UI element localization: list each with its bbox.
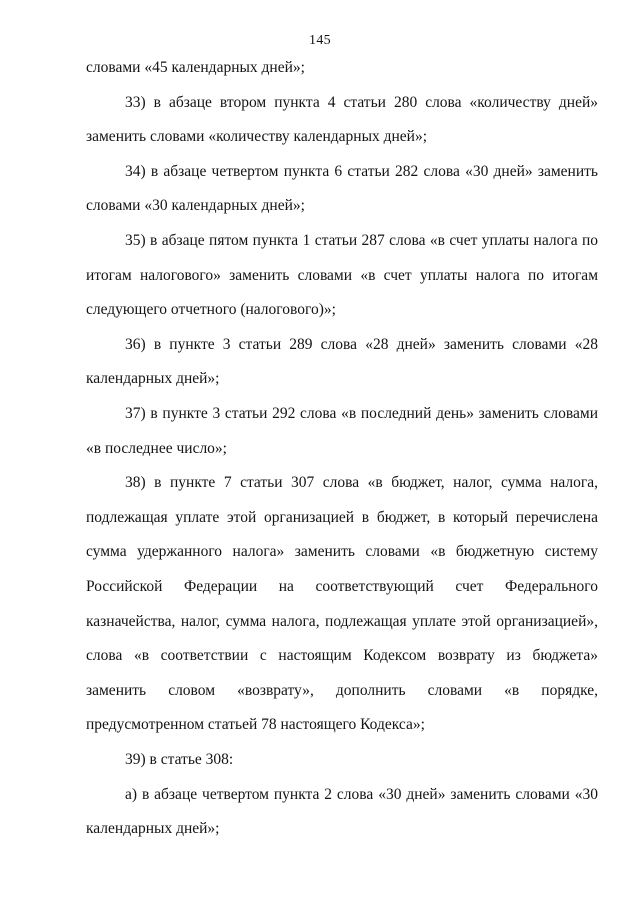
text-line: а) в абзаце четвертом пункта 2 слова «30 дней» заменить словами «30	[125, 786, 598, 803]
text-line: 33) в абзаце втором пункта 4 статьи 280 слова «количеству дней»	[125, 94, 598, 111]
text-line: Российской Федерации на соответствующий счет Федерального	[86, 578, 598, 595]
text-line: словами «30 календарных дней»;	[86, 197, 305, 214]
text-line: казначейства, налог, сумма налога, подлежащая уплате этой организацией»,	[86, 613, 598, 630]
text-line: 38) в пункте 7 статьи 307 слова «в бюджет, налог, сумма налога,	[125, 474, 598, 491]
text-line: календарных дней»;	[86, 820, 220, 837]
text-line: 35) в абзаце пятом пункта 1 статьи 287 слова «в счет уплаты налога по	[125, 232, 598, 249]
text-line: слова «в соответствии с настоящим Кодексом возврату из бюджета»	[86, 647, 598, 664]
text-line: сумма удержанного налога» заменить словами «в бюджетную систему	[86, 543, 598, 560]
text-line: заменить словом «возврату», дополнить словами «в порядке,	[86, 682, 598, 699]
text-line: следующего отчетного (налогового)»;	[86, 301, 336, 318]
text-line: подлежащая уплате этой организацией в бюджет, в который перечислена	[86, 509, 598, 526]
text-line: 36) в пункте 3 статьи 289 слова «28 дней» заменить словами «28	[125, 336, 598, 353]
text-line: календарных дней»;	[86, 370, 220, 387]
text-line: 34) в абзаце четвертом пункта 6 статьи 282 слова «30 дней» заменить	[125, 163, 598, 180]
page-number: 145	[309, 33, 331, 48]
text-line: 39) в статье 308:	[125, 751, 234, 768]
text-line: «в последнее число»;	[86, 440, 227, 457]
text-line: 37) в пункте 3 статьи 292 слова «в последний день» заменить словами	[125, 405, 598, 422]
text-line: итогам налогового» заменить словами «в счет уплаты налога по итогам	[86, 267, 598, 284]
text-line: словами «45 календарных дней»;	[86, 59, 305, 76]
text-line: предусмотренном статьей 78 настоящего Кодекса»;	[86, 716, 425, 733]
text-line: заменить словами «количеству календарных дней»;	[86, 128, 428, 145]
